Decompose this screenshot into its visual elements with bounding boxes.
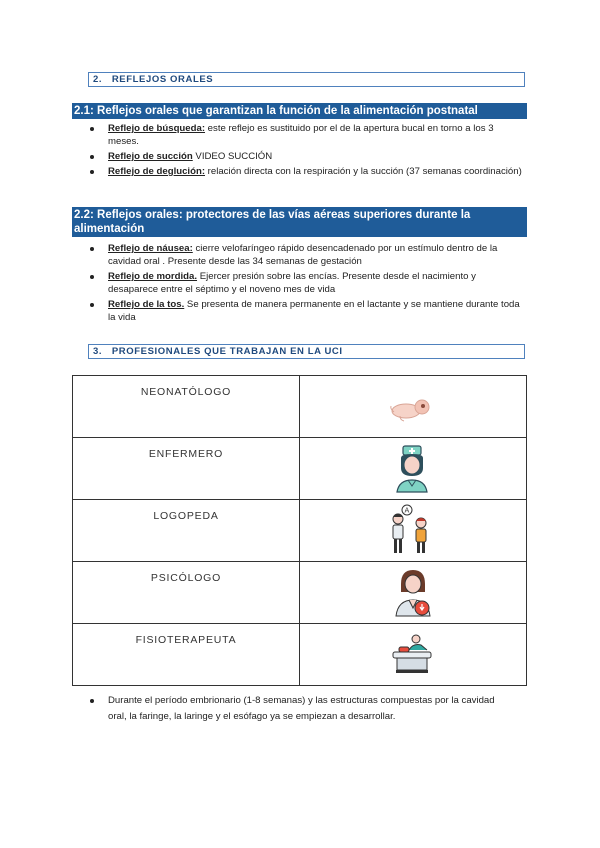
reflex-description: Se presenta de manera permanente en el lactante y se mantiene durante toda la vida (108, 299, 520, 323)
role-label: PSICÓLOGO (150, 572, 222, 584)
bullet-icon (90, 170, 94, 174)
bullet-icon (90, 127, 94, 131)
list-item (90, 270, 525, 296)
reflex-description: Ejercer presión sobre las encías. Presente desde el nacimiento y desaparece entre el séptimo y el noveno mes de vida (108, 271, 476, 295)
reflex-term: Reflejo de búsqueda: (108, 123, 206, 134)
psychologist-icon (393, 568, 433, 618)
icon-cell (300, 624, 527, 686)
bullet-icon (90, 247, 94, 251)
svg-text:A: A (404, 506, 410, 515)
list-item (90, 165, 525, 178)
subsection-2-2-list (90, 242, 525, 326)
bullet-icon (90, 275, 94, 279)
bullet-icon (90, 303, 94, 307)
reflex-term: Reflejo de mordida. (108, 271, 198, 282)
section-2-title: REFLEJOS ORALES (111, 74, 214, 85)
subsection-2-1-list (90, 122, 525, 180)
reflex-term: Reflejo de náusea: (108, 243, 193, 254)
reflex-term: Reflejo de deglución: (108, 166, 206, 177)
role-cell (73, 438, 300, 500)
reflex-description: cierre velofaríngeo rápido desencadenado por un estímulo dentro de la cavidad oral . Presente desde las 34 semanas de gestación (108, 243, 498, 267)
footnote (90, 693, 515, 725)
icon-cell (300, 438, 527, 500)
speech-therapist-icon (389, 504, 435, 558)
icon-cell (300, 376, 527, 438)
role-label: NEONATÓLOGO (140, 386, 232, 398)
baby-icon (388, 394, 434, 424)
icon-cell (300, 500, 527, 562)
subsection-2-2-title: 2.2: Reflejos orales: protectores de las vías aéreas superiores durante la alimentación (72, 207, 527, 237)
section-2-number: 2. (93, 74, 103, 85)
section-2-heading (88, 72, 525, 87)
role-label: LOGOPEDA (153, 510, 219, 522)
table-row (73, 376, 527, 438)
table-row (73, 624, 527, 686)
professionals-table (72, 375, 527, 686)
section-3-heading (88, 344, 525, 359)
table-row (73, 562, 527, 624)
footnote-text: Durante el período embrionario (1-8 semanas) y las estructuras compuestas por la cavidad oral, la faringe, la laringe y el esófago ya se empiezan a desarrollar. (108, 695, 495, 722)
table-row (73, 438, 527, 500)
role-cell (73, 500, 300, 562)
section-3-title: PROFESIONALES QUE TRABAJAN EN LA UCI (111, 346, 343, 357)
nurse-icon (394, 444, 430, 494)
list-item (90, 298, 525, 324)
reflex-term: Reflejo de succión (108, 151, 193, 162)
reflex-description: este reflejo es sustituido por el de la apertura bucal en torno a los 3 meses. (108, 123, 494, 147)
list-item (90, 122, 525, 148)
bullet-icon (90, 699, 94, 703)
reflex-term: Reflejo de la tos. (108, 299, 185, 310)
subsection-2-1-title: 2.1: Reflejos orales que garantizan la función de la alimentación postnatal (72, 103, 527, 119)
section-3-number: 3. (93, 346, 103, 357)
physiotherapist-icon (389, 634, 435, 674)
bullet-icon (90, 155, 94, 159)
icon-cell (300, 562, 527, 624)
list-item (90, 150, 525, 163)
role-cell (73, 562, 300, 624)
role-label: ENFERMERO (148, 448, 224, 460)
reflex-description: VIDEO SUCCIÓN (192, 151, 273, 162)
table-row (73, 500, 527, 562)
reflex-description: relación directa con la respiración y la succión (37 semanas coordinación) (205, 166, 522, 177)
role-cell (73, 376, 300, 438)
role-cell (73, 624, 300, 686)
role-label: FISIOTERAPEUTA (135, 634, 237, 646)
list-item (90, 242, 525, 268)
